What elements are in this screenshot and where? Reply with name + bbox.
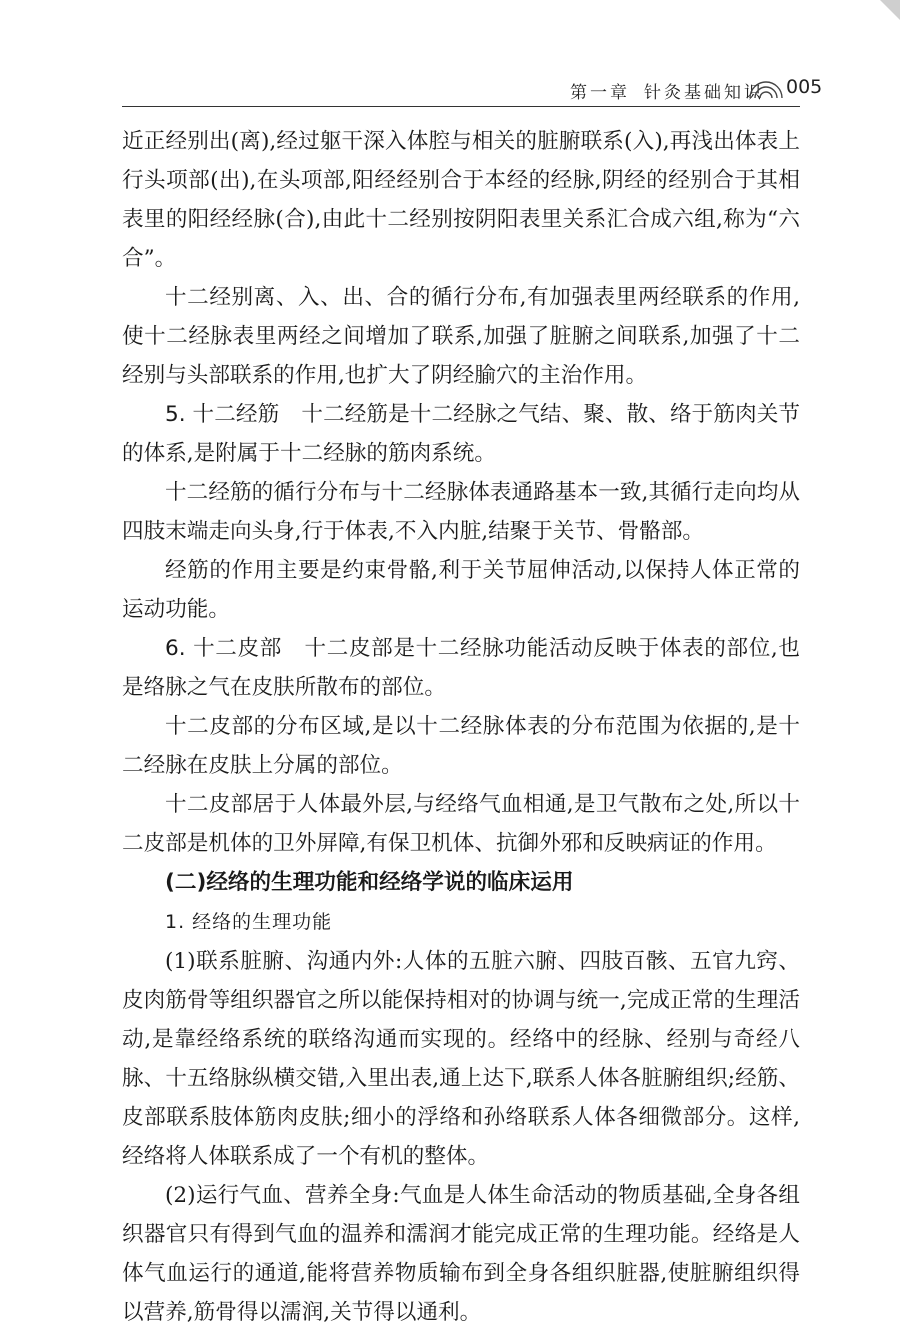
header-rule bbox=[122, 106, 800, 107]
paragraph-jingbie-function: 十二经别离、入、出、合的循行分布,有加强表里两经联系的作用,使十二经脉表里两经之间增加了联系,加强了脏腑之间联系,加强了十二经别与头部联系的作用,也扩大了阴经腧穴的主治作用。 bbox=[122, 285, 800, 388]
cloud-ornament-icon bbox=[748, 76, 784, 100]
chapter-label: 第一章 bbox=[570, 83, 630, 103]
text-pibu-definition: 十二皮部是十二经脉功能活动反映于体表的部位,也是络脉之气在皮肤所散布的部位。 bbox=[122, 636, 800, 700]
chapter-title bbox=[570, 78, 764, 103]
paragraph-jingjin-function: 经筋的作用主要是约束骨骼,利于关节屈伸活动,以保持人体正常的运动功能。 bbox=[122, 558, 800, 622]
section-heading-physiology: (二)经络的生理功能和经络学说的临床运用 bbox=[165, 870, 574, 895]
heading-jingjin: 5. 十二经筋 bbox=[165, 402, 280, 427]
running-head bbox=[0, 72, 900, 108]
section-pibu bbox=[122, 629, 800, 707]
section-jingjin bbox=[122, 395, 800, 473]
paragraph-jingjin-distribution: 十二经筋的循行分布与十二经脉体表通路基本一致,其循行走向均从四肢末端走向头身,行于体表,不入内脏,结聚于关节、骨骼部。 bbox=[122, 480, 800, 544]
subheading-physiology-function: 1. 经络的生理功能 bbox=[165, 911, 333, 933]
paragraph-connect-organs: (1)联系脏腑、沟通内外:人体的五脏六腑、四肢百骸、五官九窍、皮肉筋骨等组织器官之所以能保持相对的协调与统一,完成正常的生理活动,是靠经络系统的联络沟通而实现的。经络中的经脉、经别与奇经八脉、十五络脉纵横交错,入里出表,通上达下,联系人体各脏腑组织;经筋、皮部联系肢体筋肉皮肤;细小的浮络和孙络联系人体各细微部分。这样,经络将人体联系成了一个有机的整体。 bbox=[122, 949, 800, 1169]
page-number: 005 bbox=[786, 76, 823, 98]
paragraph-pibu-function: 十二皮部居于人体最外层,与经络气血相通,是卫气散布之处,所以十二皮部是机体的卫外屏障,有保卫机体、抗御外邪和反映病证的作用。 bbox=[122, 792, 801, 856]
page-body bbox=[122, 122, 800, 1332]
paragraph-pibu-distribution: 十二皮部的分布区域,是以十二经脉体表的分布范围为依据的,是十二经脉在皮肤上分属的部位。 bbox=[122, 714, 800, 778]
heading-pibu: 6. 十二皮部 bbox=[165, 636, 282, 661]
paragraph-liuhe: 近正经别出(离),经过躯干深入体腔与相关的脏腑联系(入),再浅出体表上行头项部(出),在头项部,阳经经别合于本经的经脉,阴经的经别合于其相表里的阳经经脉(合),由此十二经别按阴阳表里关系汇合成六组,称为“六合”。 bbox=[122, 129, 800, 271]
page-corner-mark bbox=[880, 0, 900, 20]
text-jingjin-definition: 十二经筋是十二经脉之气结、聚、散、络于筋肉关节的体系,是附属于十二经脉的筋肉系统。 bbox=[122, 402, 800, 466]
chapter-name: 针灸基础知识 bbox=[644, 83, 764, 103]
paragraph-circulate-qi-blood: (2)运行气血、营养全身:气血是人体生命活动的物质基础,全身各组织器官只有得到气血的温养和濡润才能完成正常的生理功能。经络是人体气血运行的通道,能将营养物质输布到全身各组织脏器,使脏腑组织得以营养,筋骨得以濡润,关节得以通利。 bbox=[122, 1183, 800, 1325]
